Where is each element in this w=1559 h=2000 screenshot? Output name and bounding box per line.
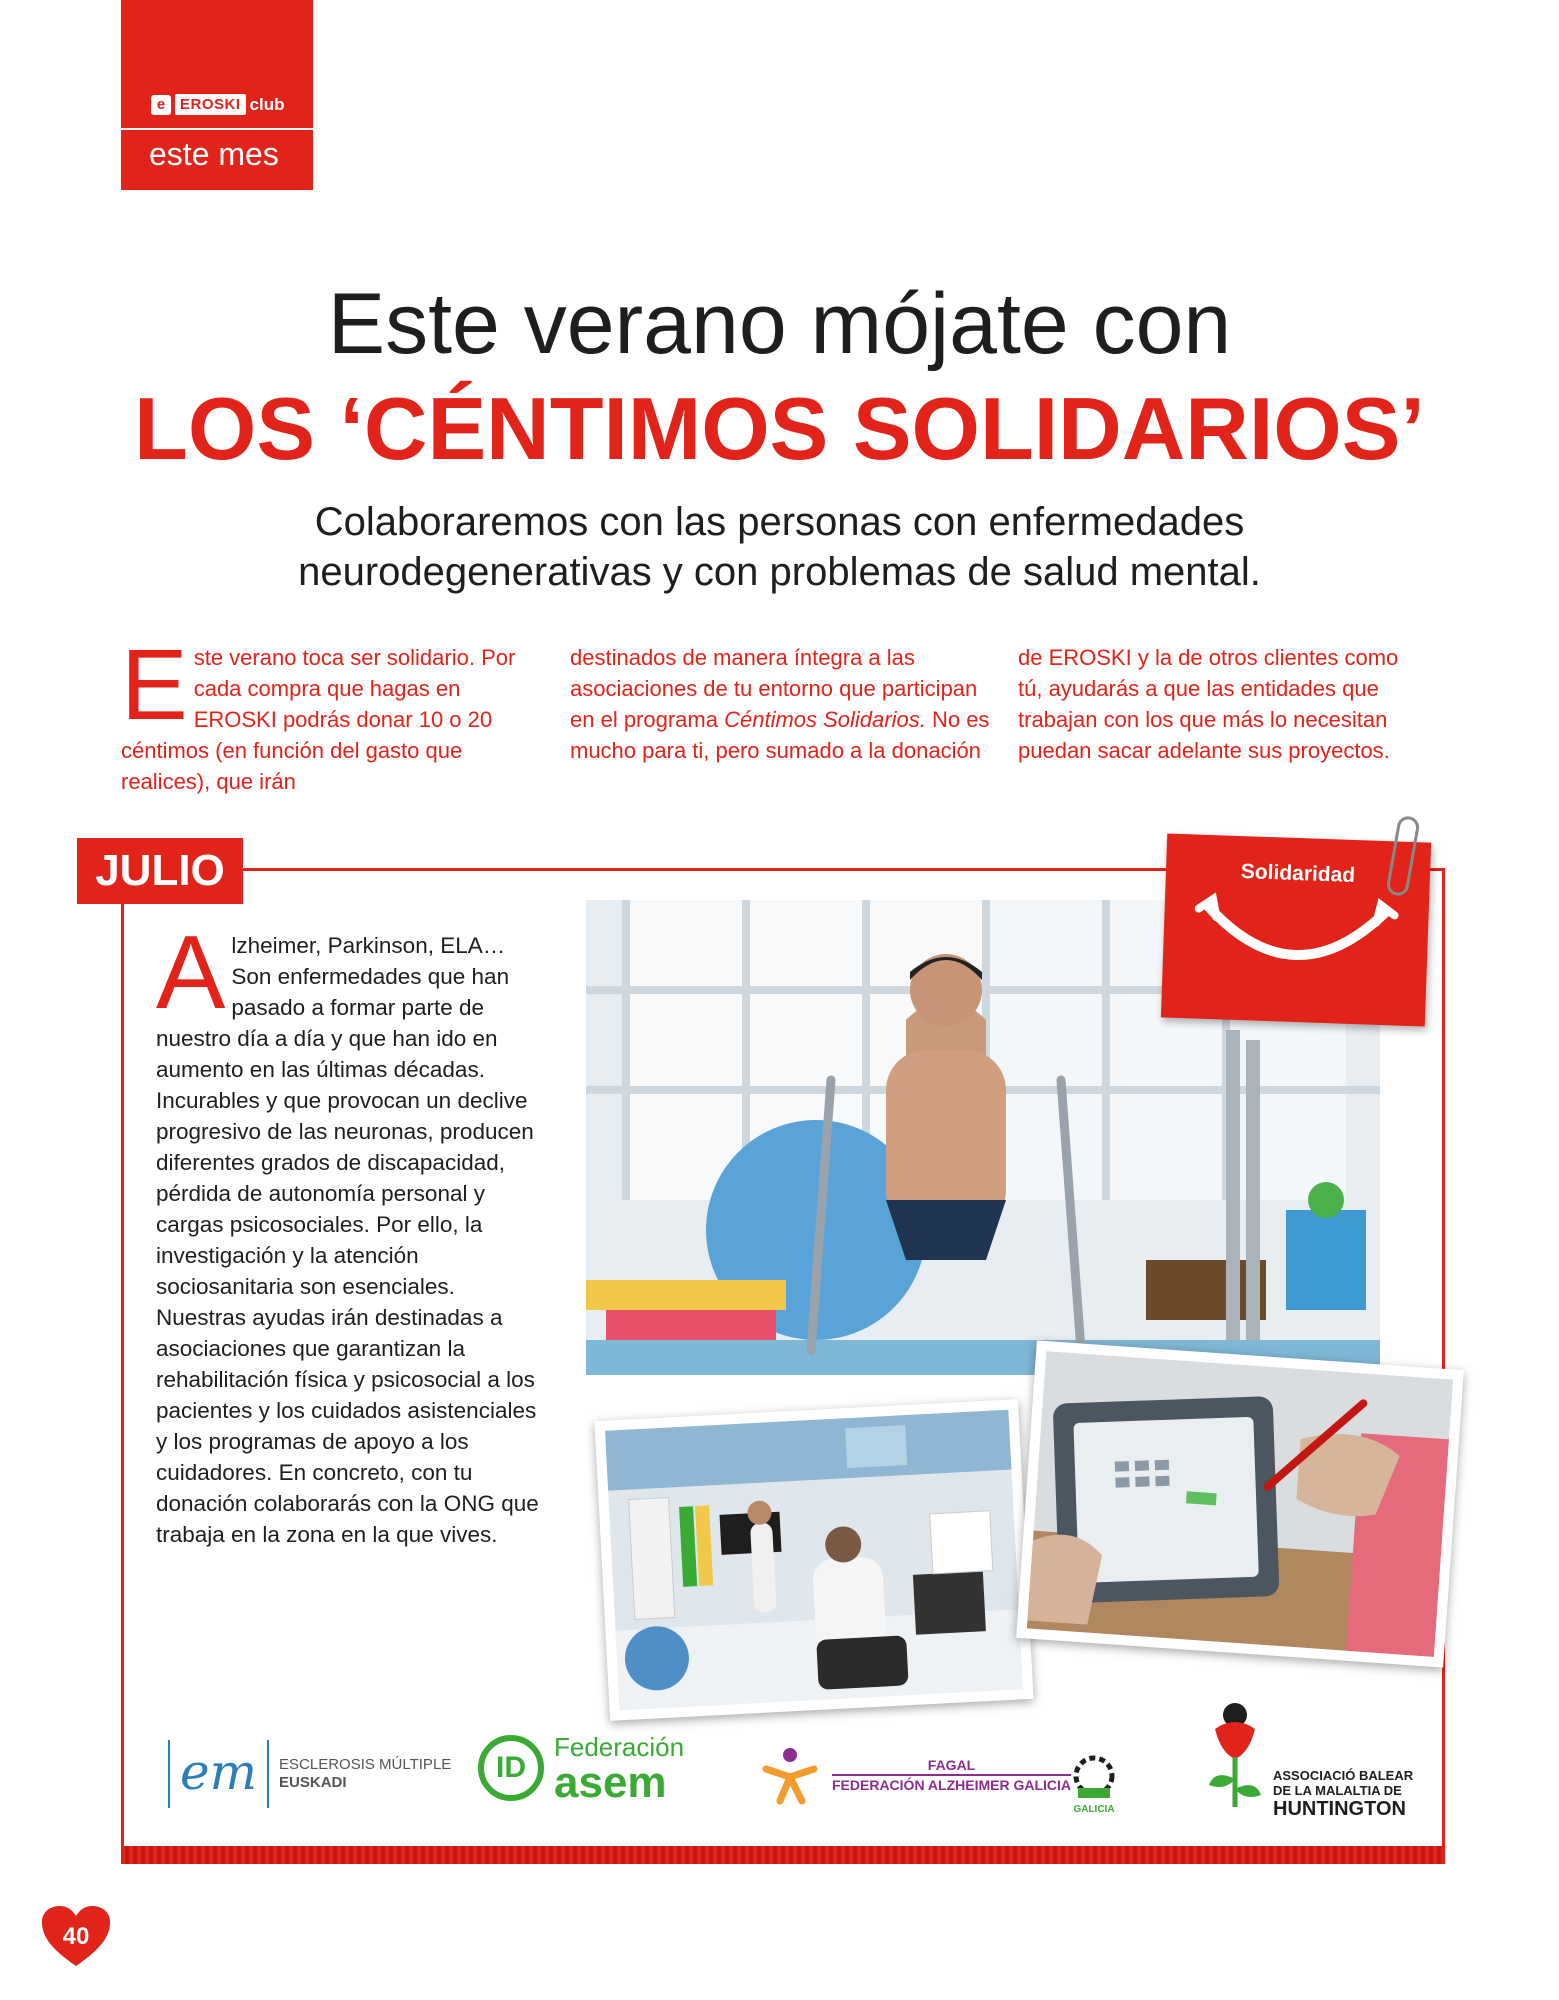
intro-col1-text: ste verano toca ser solidario. Por cada compra que hagas en EROSKI podrás donar 10 o 20 céntimos (en función del gasto que realices), que irán — [121, 645, 516, 794]
intro-column-1 — [121, 629, 526, 797]
galicia-label: GALICIA — [1073, 1804, 1115, 1815]
body-text: lzheimer, Parkinson, ELA… Son enfermedades que han pasado a formar parte de nuestro día a día y que han ido en aumento en las últimas décadas. Incurables y que provocan un declive progresivo de las neuronas, producen diferentes grados de discapacidad, pérdida de autonomía personal y cargas psicosociales. Por ello, la investigación y la atención sociosanitaria son esenciales. Nuestras ayudas irán destinadas a asociaciones que garantizan la rehabilitación física y psicosocial a los pacientes y los cuidados asistenciales y los programas de apoyo a los cuidadores. En concreto, con tu donación colaborarás con la ONG que trabaja en la zona en la que vives. — [156, 933, 539, 1547]
eroski-club-logo — [151, 94, 284, 115]
asem-line1: Federación — [554, 1732, 685, 1762]
gear-people-icon — [1064, 1748, 1124, 1804]
subtitle — [0, 497, 1559, 597]
huntington-line3: HUNTINGTON — [1273, 1798, 1406, 1820]
sign-label: Solidaridad — [1240, 860, 1356, 888]
program-name: Céntimos Solidarios. — [724, 707, 926, 732]
page-number-text: 40 — [62, 1923, 90, 1950]
bottom-strip — [121, 1846, 1445, 1864]
headline-line2: LOS ‘CÉNTIMOS SOLIDARIOS’ — [134, 379, 1425, 478]
logo-fagal — [760, 1745, 1071, 1805]
tablet-scene — [1027, 1351, 1453, 1657]
fagal-line1: FAGAL — [832, 1756, 1071, 1776]
brand-suffix: club — [249, 94, 285, 114]
section-label: este mes — [149, 136, 279, 172]
page-number — [40, 1904, 112, 1970]
logo-esclerosis-multiple-euskadi — [168, 1740, 451, 1808]
logo-huntington-balear — [1205, 1688, 1413, 1820]
subtitle-line1: Colaboraremos con las personas con enfermedades — [314, 500, 1245, 544]
em-line1: ESCLEROSIS MÚLTIPLE — [279, 1756, 452, 1773]
asem-emblem-icon: ID — [478, 1735, 544, 1801]
eroski-e-icon: e — [151, 95, 171, 115]
photo-tablet-therapy — [1016, 1340, 1464, 1667]
em-line2: EUSKADI — [279, 1774, 347, 1791]
tab-divider — [121, 128, 313, 130]
logo-alzheimer-galicia — [1064, 1748, 1124, 1815]
headline-line1: Este verano mójate con — [327, 276, 1232, 372]
asem-line2: asem — [554, 1758, 667, 1807]
month-tag: JULIO — [77, 838, 243, 904]
section-tab — [121, 0, 313, 190]
smile-icon — [1192, 886, 1399, 983]
intro-col2-text-b: No es mucho para ti, pero sumado a la donación — [570, 707, 990, 763]
fagal-line2: FEDERACIÓN ALZHEIMER GALICIA — [832, 1777, 1072, 1793]
em-mark: em — [168, 1740, 269, 1808]
intro-column-3: de EROSKI y la de otros clientes como tú, ayudarás a que las entidades que trabajan con los que más lo necesitan puedan sacar adelante sus proyectos. — [1018, 645, 1399, 763]
logo-federacion-asem — [478, 1732, 685, 1807]
huntington-line1: ASSOCIACIÓ BALEAR — [1273, 1768, 1414, 1783]
intro-dropcap: E — [121, 629, 188, 741]
flower-icon — [1205, 1699, 1265, 1809]
intro-col2-text-a: destinados de manera íntegra a las asociaciones de tu entorno que participan en el programa — [570, 645, 978, 732]
intro-column-2 — [570, 642, 990, 766]
photo-gym-rehabilitation — [594, 1399, 1033, 1721]
july-body-text — [156, 915, 546, 1550]
huntington-line2: DE LA MALALTIA DE — [1273, 1783, 1402, 1798]
body-dropcap: A — [156, 915, 226, 1031]
fagal-figure-icon — [760, 1745, 820, 1805]
gym-scene — [605, 1410, 1023, 1711]
subtitle-line2: neurodegenerativas y con problemas de salud mental. — [298, 550, 1261, 594]
brand-name: EROSKI — [175, 94, 246, 115]
